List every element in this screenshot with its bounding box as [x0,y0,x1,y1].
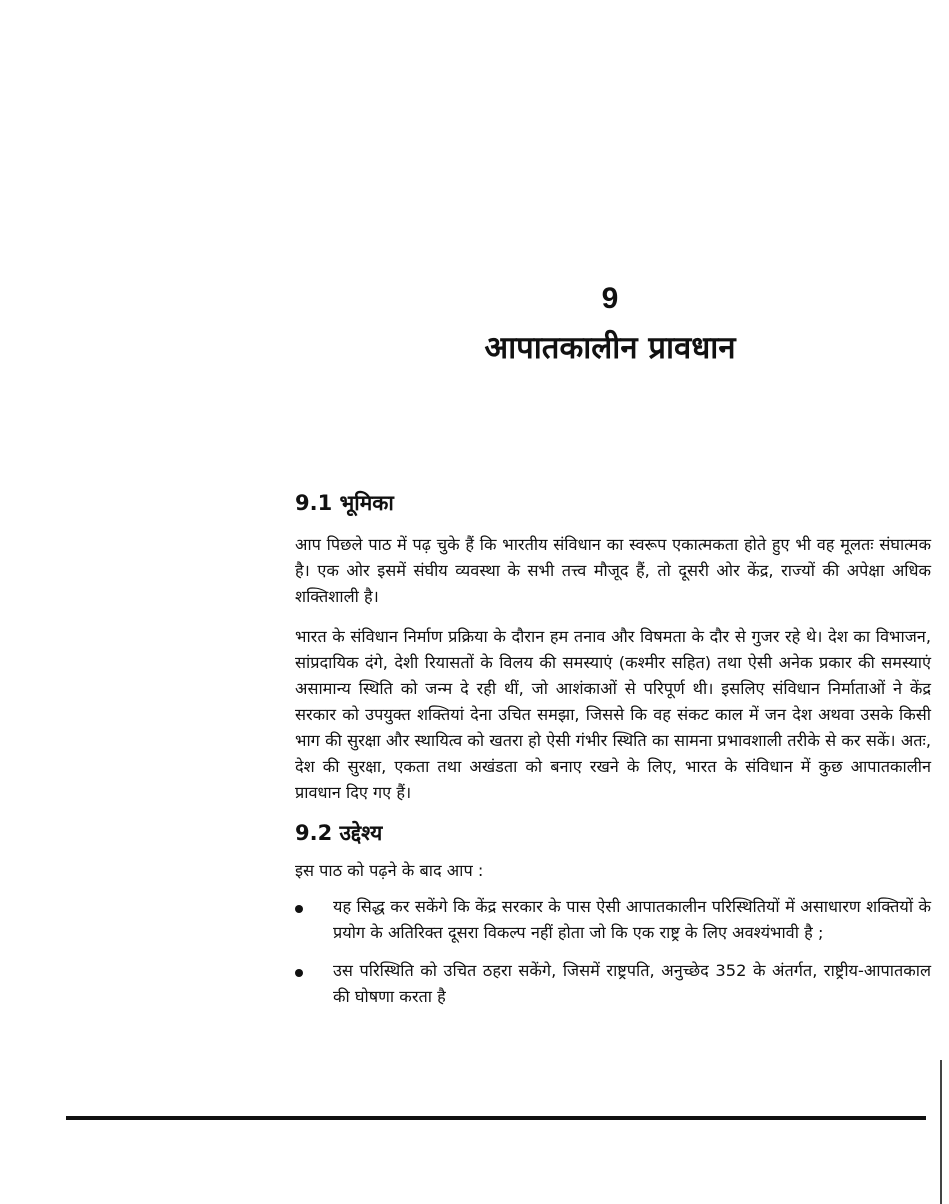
footer-rule [66,1116,926,1120]
list-item [295,958,931,1010]
paragraph: भारत के संविधान निर्माण प्रक्रिया के दौरान हम तनाव और विषमता के दौर से गुजर रहे थे। देश का विभाजन, सांप्रदायिक दंगे, देशी रियासतों के विलय की समस्याएं (कश्मीर सहित) तथा ऐसी अनेक प्रकार की समस्याएं असामान्य स्थिति को जन्म दे रही थीं, जो आशंकाओं से परिपूर्ण थी। इसलिए संविधान निर्माताओं ने केंद्र सरकार को उपयुक्त शक्तियां देना उचित समझा, जिससे कि वह संकट काल में जन देश अथवा उसके किसी भाग की सुरक्षा और स्थायित्व को खतरा हो ऐसी गंभीर स्थिति का सामना प्रभावशाली तरीके से कर सकें। अतः, देश की सुरक्षा, एकता तथा अखंडता को बनाए रखने के लिए, भारत के संविधान में कुछ आपातकालीन प्रावधान दिए गए हैं। [295,627,931,802]
bullet-icon [295,905,303,913]
objectives-intro: इस पाठ को पढ़ने के बाद आप : [295,861,484,880]
chapter-title: आपातकालीन प्रावधान [484,330,736,366]
content-body [295,488,931,1022]
section-heading-introduction: 9.1 भूमिका [295,491,394,515]
page-edge-line [940,1060,942,1204]
objectives-list [295,894,931,1010]
bullet-icon [295,969,303,977]
list-item-text: उस परिस्थिति को उचित ठहरा सकेंगे, जिसमें राष्ट्रपति, अनुच्छेद 352 के अंतर्गत, राष्ट्रीय-आपातकाल की घोषणा करता है [333,961,931,1006]
section-heading-objectives: 9.2 उद्देश्य [295,821,383,845]
list-item-text: यह सिद्ध कर सकेंगे कि केंद्र सरकार के पास ऐसी आपातकालीन परिस्थितियों में असाधारण शक्तियों के प्रयोग के अतिरिक्त दूसरा विकल्प नहीं होता जो कि एक राष्ट्र के लिए अवश्यंभावी है ; [333,897,931,942]
list-item [295,894,931,946]
paragraph: आप पिछले पाठ में पढ़ चुके हैं कि भारतीय संविधान का स्वरूप एकात्मकता होते हुए भी वह मूलतः संघात्मक है। एक ओर इसमें संघीय व्यवस्था के सभी तत्त्व मौजूद हैं, तो दूसरी ओर केंद्र, राज्यों की अपेक्षा अधिक शक्तिशाली है। [295,535,931,606]
chapter-number: 9 [601,282,619,315]
